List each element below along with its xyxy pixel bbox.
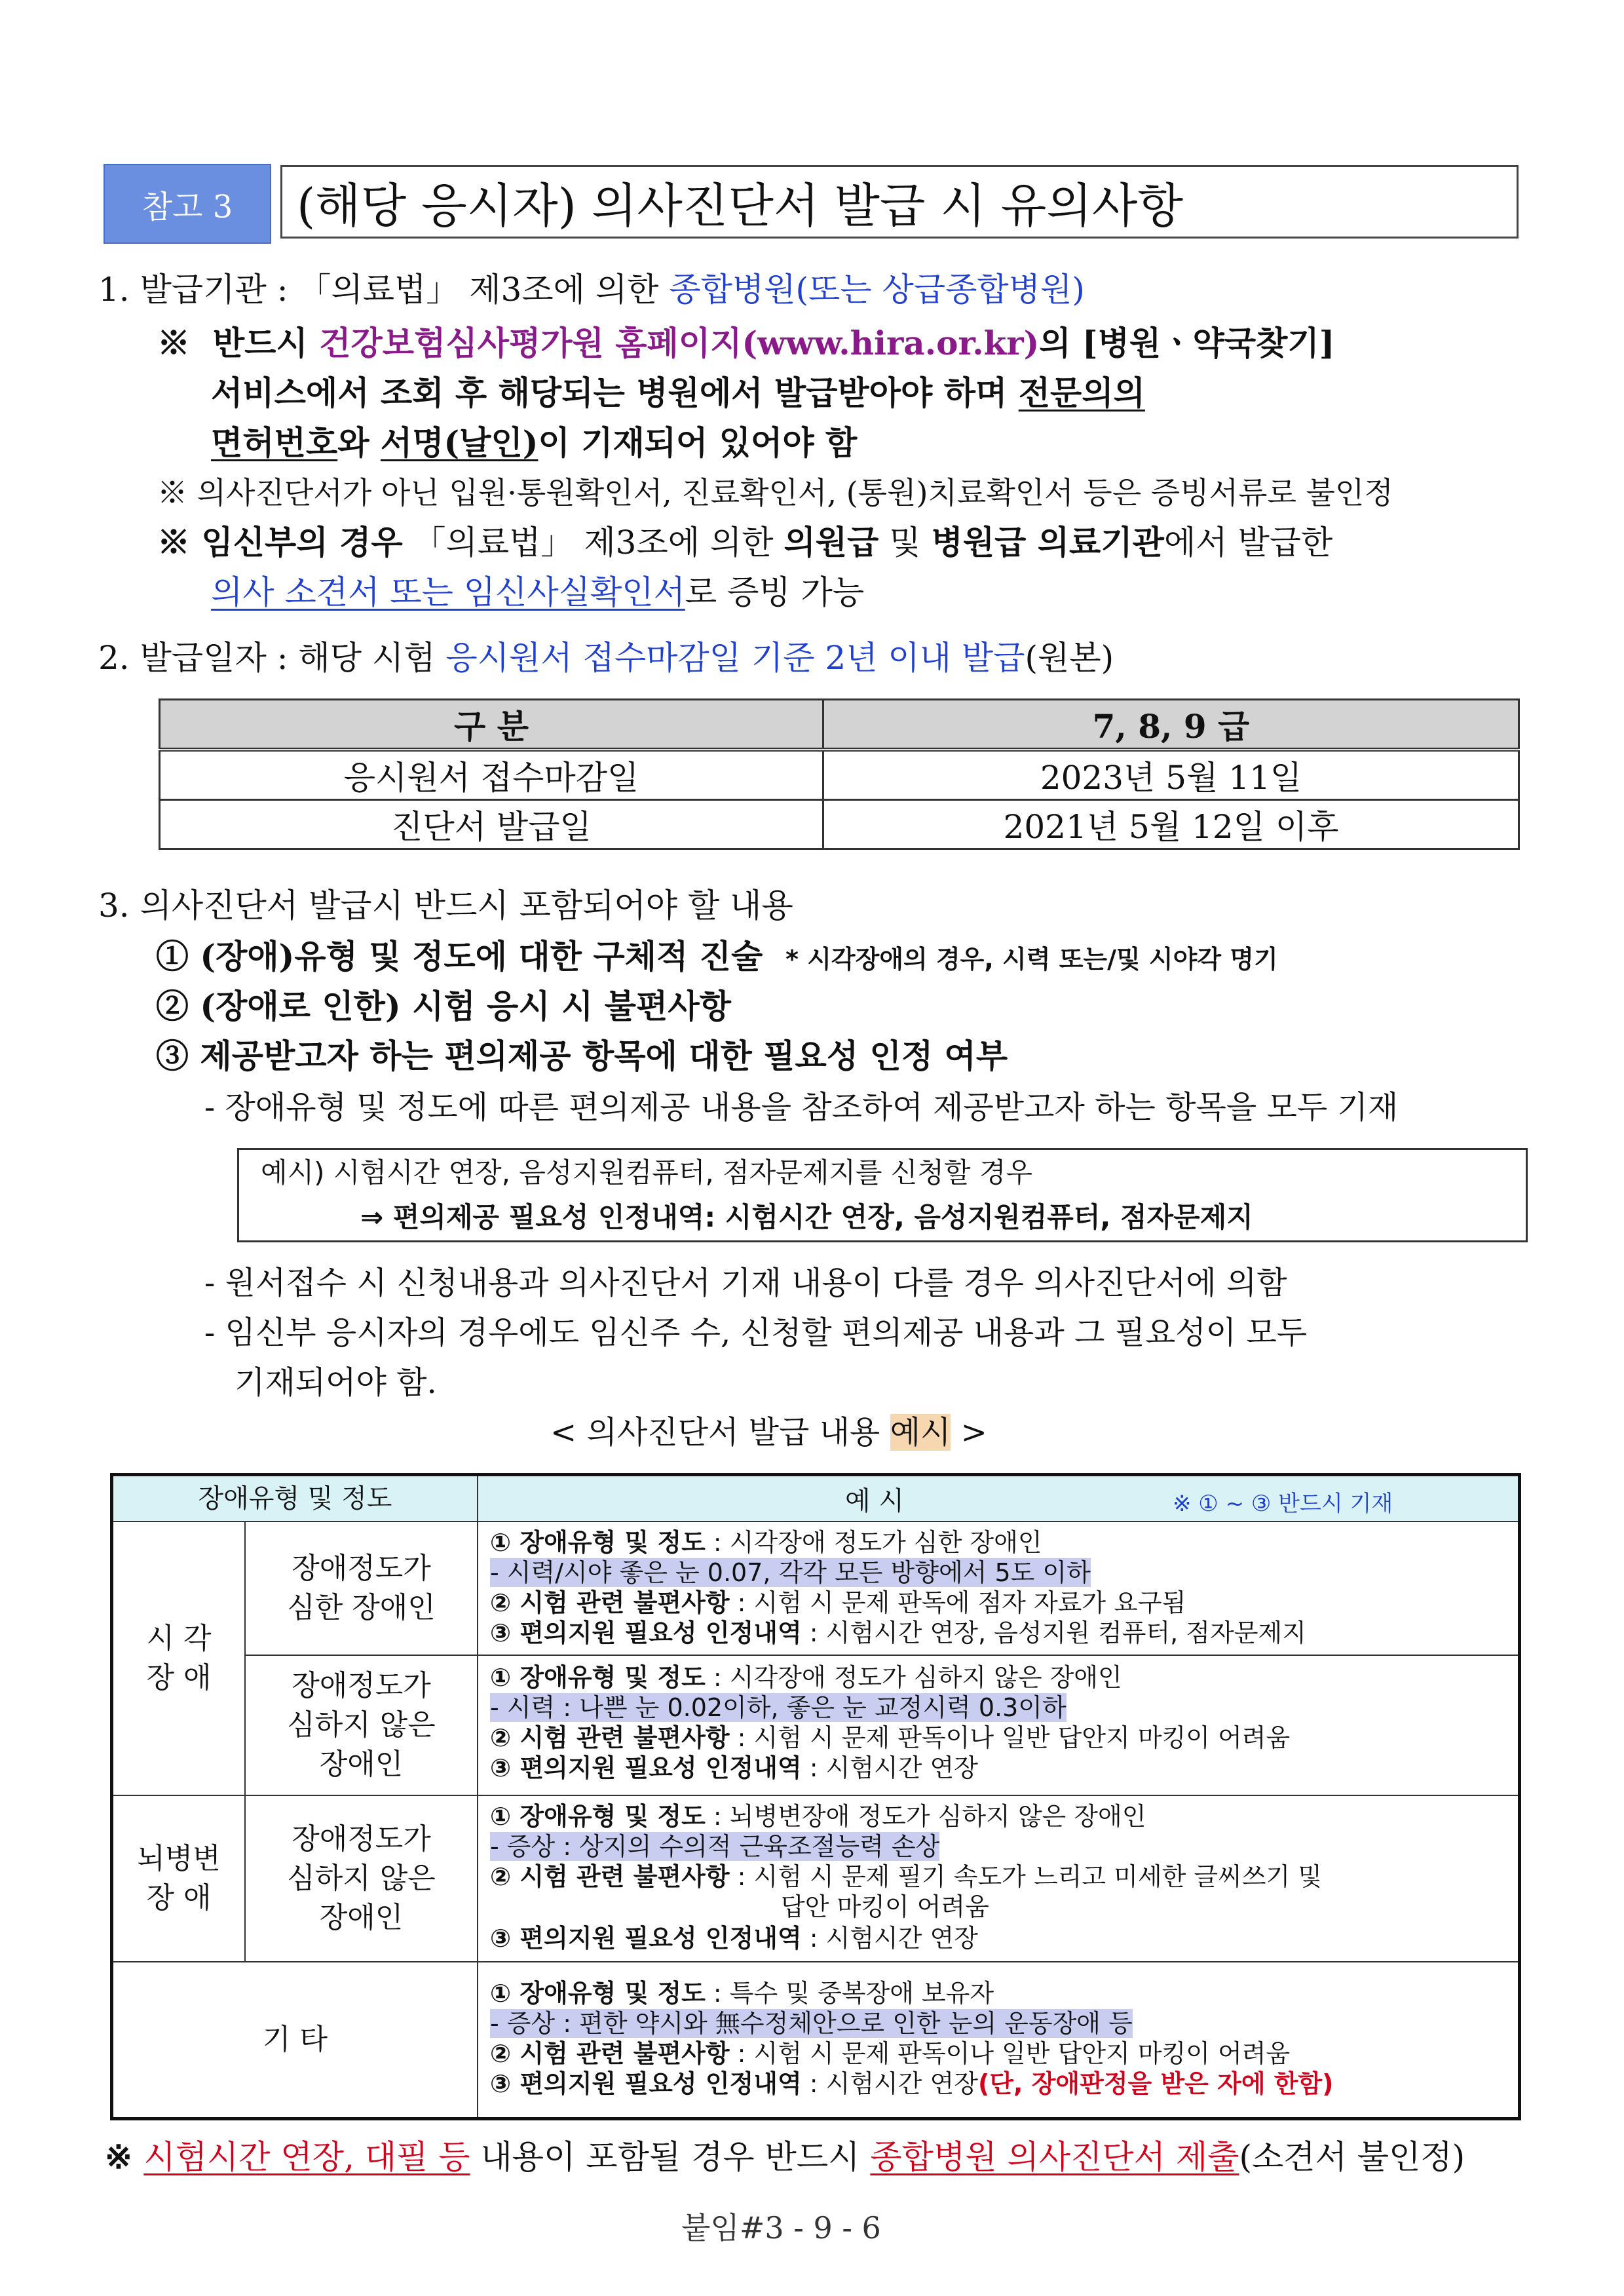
table-row [160,750,1519,800]
example-line [490,1558,1091,1588]
table-cell-label: 응시원서 접수마감일 [160,750,823,800]
example-line1: 예시) 시험시간 연장, 음성지원컴퓨터, 점자문제지를 신청할 경우 [261,1157,1033,1189]
reference-label: 참고 3 [104,164,271,244]
example-label: ③ 편의지원 필요성 인정내역 [490,2069,802,2098]
group-brain-disability: 뇌병변 장 애 [113,1796,246,1962]
example-text: : 시험 시 문제 판독이나 일반 답안지 마킹이 어려움 [729,1723,1291,1752]
diagnosis-example-table [110,1473,1521,2120]
table-header-category: 구 분 [160,700,823,750]
example-label: ① 장애유형 및 정도 [490,1802,706,1831]
table-row [160,800,1519,849]
group-other: 기 타 [113,1962,478,2117]
example-label: ② 시험 관련 불편사항 [490,1723,730,1752]
example-line [490,2069,1334,2099]
example-text: : 시험시간 연장 [801,1924,978,1953]
example-cell-other [478,1962,1518,2117]
section3-heading: 3. 의사진단서 발급시 반드시 포함되어야 할 내용 [98,887,793,925]
license-number-text: 면허번호 [211,423,338,462]
example-text: 답안 마킹이 어려움 [781,1892,989,1921]
section2-heading [98,634,1114,681]
section1-heading-text: 1. 발급기관 : 「의료법」 제3조에 의한 [98,271,670,309]
example-text: : 시험 시 문제 필기 속도가 느리고 미세한 글씨쓰기 및 [729,1862,1322,1891]
issue-date-table [159,698,1520,850]
section1-heading-highlight: 종합병원(또는 상급종합병원) [669,271,1085,309]
example-text: : 시험시간 연장 [801,2069,978,2098]
note3-hospital: 병원급 의료기관 [931,523,1164,562]
note3-mark: ※ [157,523,202,562]
item1-text: ① (장애)유형 및 정도에 대한 구체적 진술 [156,937,763,976]
note-mark: ※ [157,324,190,362]
section2-heading-suffix: (원본) [1025,639,1114,677]
note1-text-a: 반드시 [212,324,320,362]
hira-site-link[interactable]: 건강보험심사평가원 홈페이지(www.hira.or.kr) [319,324,1040,362]
note3-pregnant: 임신부의 경우 [201,523,403,562]
section3-item2: ② (장애로 인한) 시험 응시 시 불편사항 [156,987,731,1025]
example-label: ③ 편의지원 필요성 인정내역 [490,1924,802,1953]
example-line [490,1923,978,1953]
example-line2: ⇒ 편의제공 필요성 인정내역: 시험시간 연장, 음성지원컴퓨터, 점자문제지 [360,1201,1253,1233]
section3-item1 [156,933,1278,983]
subgroup-mild: 장애정도가 심하지 않은 장애인 [246,1656,478,1796]
header-disability-type: 장애유형 및 정도 [113,1476,478,1522]
example-text: : 시각장애 정도가 심한 장애인 [705,1528,1042,1557]
section1-note3-line1 [157,519,1332,566]
page-number: 붙임#3 - 9 - 6 [681,2210,881,2246]
note3-document-types: 의사 소견서 또는 임신사실확인서 [211,573,685,611]
example-text: : 시각장애 정도가 심하지 않은 장애인 [705,1663,1122,1692]
section1-note3-line2 [211,569,864,616]
section1-note2: ※ 의사진단서가 아닌 입원·통원확인서, 진료확인서, (통원)치료확인서 등은 증빙서류로 불인정 [157,475,1393,510]
section2-heading-text: 2. 발급일자 : 해당 시험 [98,639,446,677]
footer-mid: 내용이 포함될 경우 반드시 [470,2138,871,2176]
section3-item3: ③ 제공받고자 하는 편의제공 항목에 대한 필요성 인정 여부 [156,1037,1008,1075]
note1-line3-b: 와 [337,423,381,462]
footer-red1: 시험시간 연장, 대필 등 [143,2138,470,2176]
example-line [490,1693,1067,1723]
header-example [478,1476,1518,1522]
example-table-title [550,1409,987,1456]
example-text: : 뇌병변장애 정도가 심하지 않은 장애인 [705,1802,1146,1831]
example-line [490,1527,1042,1558]
example-line [490,1862,1322,1892]
section2-heading-highlight: 응시원서 접수마감일 기준 2년 이내 발급 [445,639,1025,677]
example-line [490,2038,1290,2069]
example-highlight: - 시력/시야 좋은 눈 0.07, 각각 모든 방향에서 5도 이하 [490,1558,1091,1587]
note1-line3-c: 이 기재되어 있어야 함 [538,423,858,462]
example-line [490,1753,978,1783]
footer-note [105,2133,1465,2181]
section1-note1-line3 [211,419,857,467]
table-cell-value: 2021년 5월 12일 이후 [823,800,1519,849]
example-text: : 시험시간 연장, 음성지원 컴퓨터, 점자문제지 [801,1618,1306,1647]
table-cell-label: 진단서 발급일 [160,800,823,849]
example-title-prefix: < 의사진단서 발급 내용 [550,1414,890,1451]
example-label: ② 시험 관련 불편사항 [490,1862,730,1891]
example-label: ③ 편의지원 필요성 인정내역 [490,1753,802,1782]
header-required-note: ※ ① ~ ③ 반드시 기재 [1173,1491,1393,1517]
section3-dash3-line2: 기재되어야 함. [235,1364,437,1401]
example-line [490,1618,1306,1648]
page-title: (해당 응시자) 의사진단서 발급 시 유의사항 [280,165,1519,239]
note3-text-e: 및 [878,524,932,562]
table-header-grade: 7, 8, 9 급 [823,700,1519,750]
example-cell-visual-severe [478,1522,1518,1656]
signature-text: 서명(날인) [380,423,538,462]
note1-line2-text: 서비스에서 조회 후 해당되는 병원에서 발급받아야 하며 [211,373,1019,412]
header-example-label: 예 시 [845,1486,904,1516]
example-label: ③ 편의지원 필요성 인정내역 [490,1618,802,1647]
example-text: : 특수 및 중복장애 보유자 [705,1979,994,2008]
section1-note1-line2 [211,370,1145,417]
subgroup-brain-mild: 장애정도가 심하지 않은 장애인 [246,1796,478,1962]
group-visual-disability: 시 각 장 애 [113,1522,246,1796]
example-highlight: - 증상 : 상지의 수의적 근육조절능력 손상 [490,1832,940,1861]
note1-line2-underline: 전문의의 [1018,373,1145,412]
example-red-note: (단, 장애판정을 받은 자에 한함) [977,2069,1334,2098]
example-text: : 시험 시 문제 판독이나 일반 답안지 마킹이 어려움 [729,2039,1291,2068]
section1-heading [98,266,1085,313]
example-label: ① 장애유형 및 정도 [490,1528,706,1557]
example-line [490,1662,1122,1693]
example-line [490,1978,994,2008]
example-highlight: - 시력 : 나쁜 눈 0.02이하, 좋은 눈 교정시력 0.3이하 [490,1693,1067,1722]
example-title-highlight: 예시 [890,1414,951,1451]
subgroup-severe: 장애정도가 심한 장애인 [246,1522,478,1656]
section3-dash3-line1: - 임신부 응시자의 경우에도 임신주 수, 신청할 편의제공 내용과 그 필요성이 모두 [204,1314,1308,1351]
table-cell-value: 2023년 5월 11일 [823,750,1519,800]
footer-red2: 종합병원 의사진단서 제출 [870,2138,1239,2176]
example-label: ① 장애유형 및 정도 [490,1979,706,2008]
section3-dash1: - 장애유형 및 정도에 따른 편의제공 내용을 참조하여 제공받고자 하는 항목을 모두 기재 [204,1089,1399,1126]
example-cell-visual-mild [478,1656,1518,1796]
example-cell-brain [478,1796,1518,1962]
note3-text-g: 에서 발급한 [1163,524,1333,562]
example-title-suffix: > [951,1414,987,1451]
note1-text-b: 의 [병원ㆍ약국찾기] [1039,324,1335,362]
example-line [490,1801,1146,1831]
section3-dash2: - 원서접수 시 신청내용과 의사진단서 기재 내용이 다를 경우 의사진단서에 의함 [204,1265,1287,1301]
example-label: ① 장애유형 및 정도 [490,1663,706,1692]
note3-line2-b: 로 증빙 가능 [685,573,865,611]
note3-clinic: 의원급 [784,523,879,562]
example-label: ② 시험 관련 불편사항 [490,1588,730,1617]
example-line [490,1723,1290,1753]
example-line [490,2008,1133,2038]
item1-note: * 시각장애의 경우, 시력 또는/및 시야각 명기 [785,945,1278,974]
example-line [490,1831,939,1862]
example-text: : 시험시간 연장 [801,1753,978,1782]
example-line [781,1892,989,1922]
footer-end: (소견서 불인정) [1239,2138,1465,2176]
section1-note1-line1 [157,320,1334,367]
example-label: ② 시험 관련 불편사항 [490,2039,730,2068]
footer-mark: ※ [105,2137,144,2176]
example-highlight: - 증상 : 편한 약시와 無수정체안으로 인한 눈의 운동장애 등 [490,2009,1133,2038]
note3-text-c: 「의료법」 제3조에 의한 [402,524,784,562]
example-line [490,1588,1186,1618]
example-text: : 시험 시 문제 판독에 점자 자료가 요구됨 [729,1588,1186,1617]
